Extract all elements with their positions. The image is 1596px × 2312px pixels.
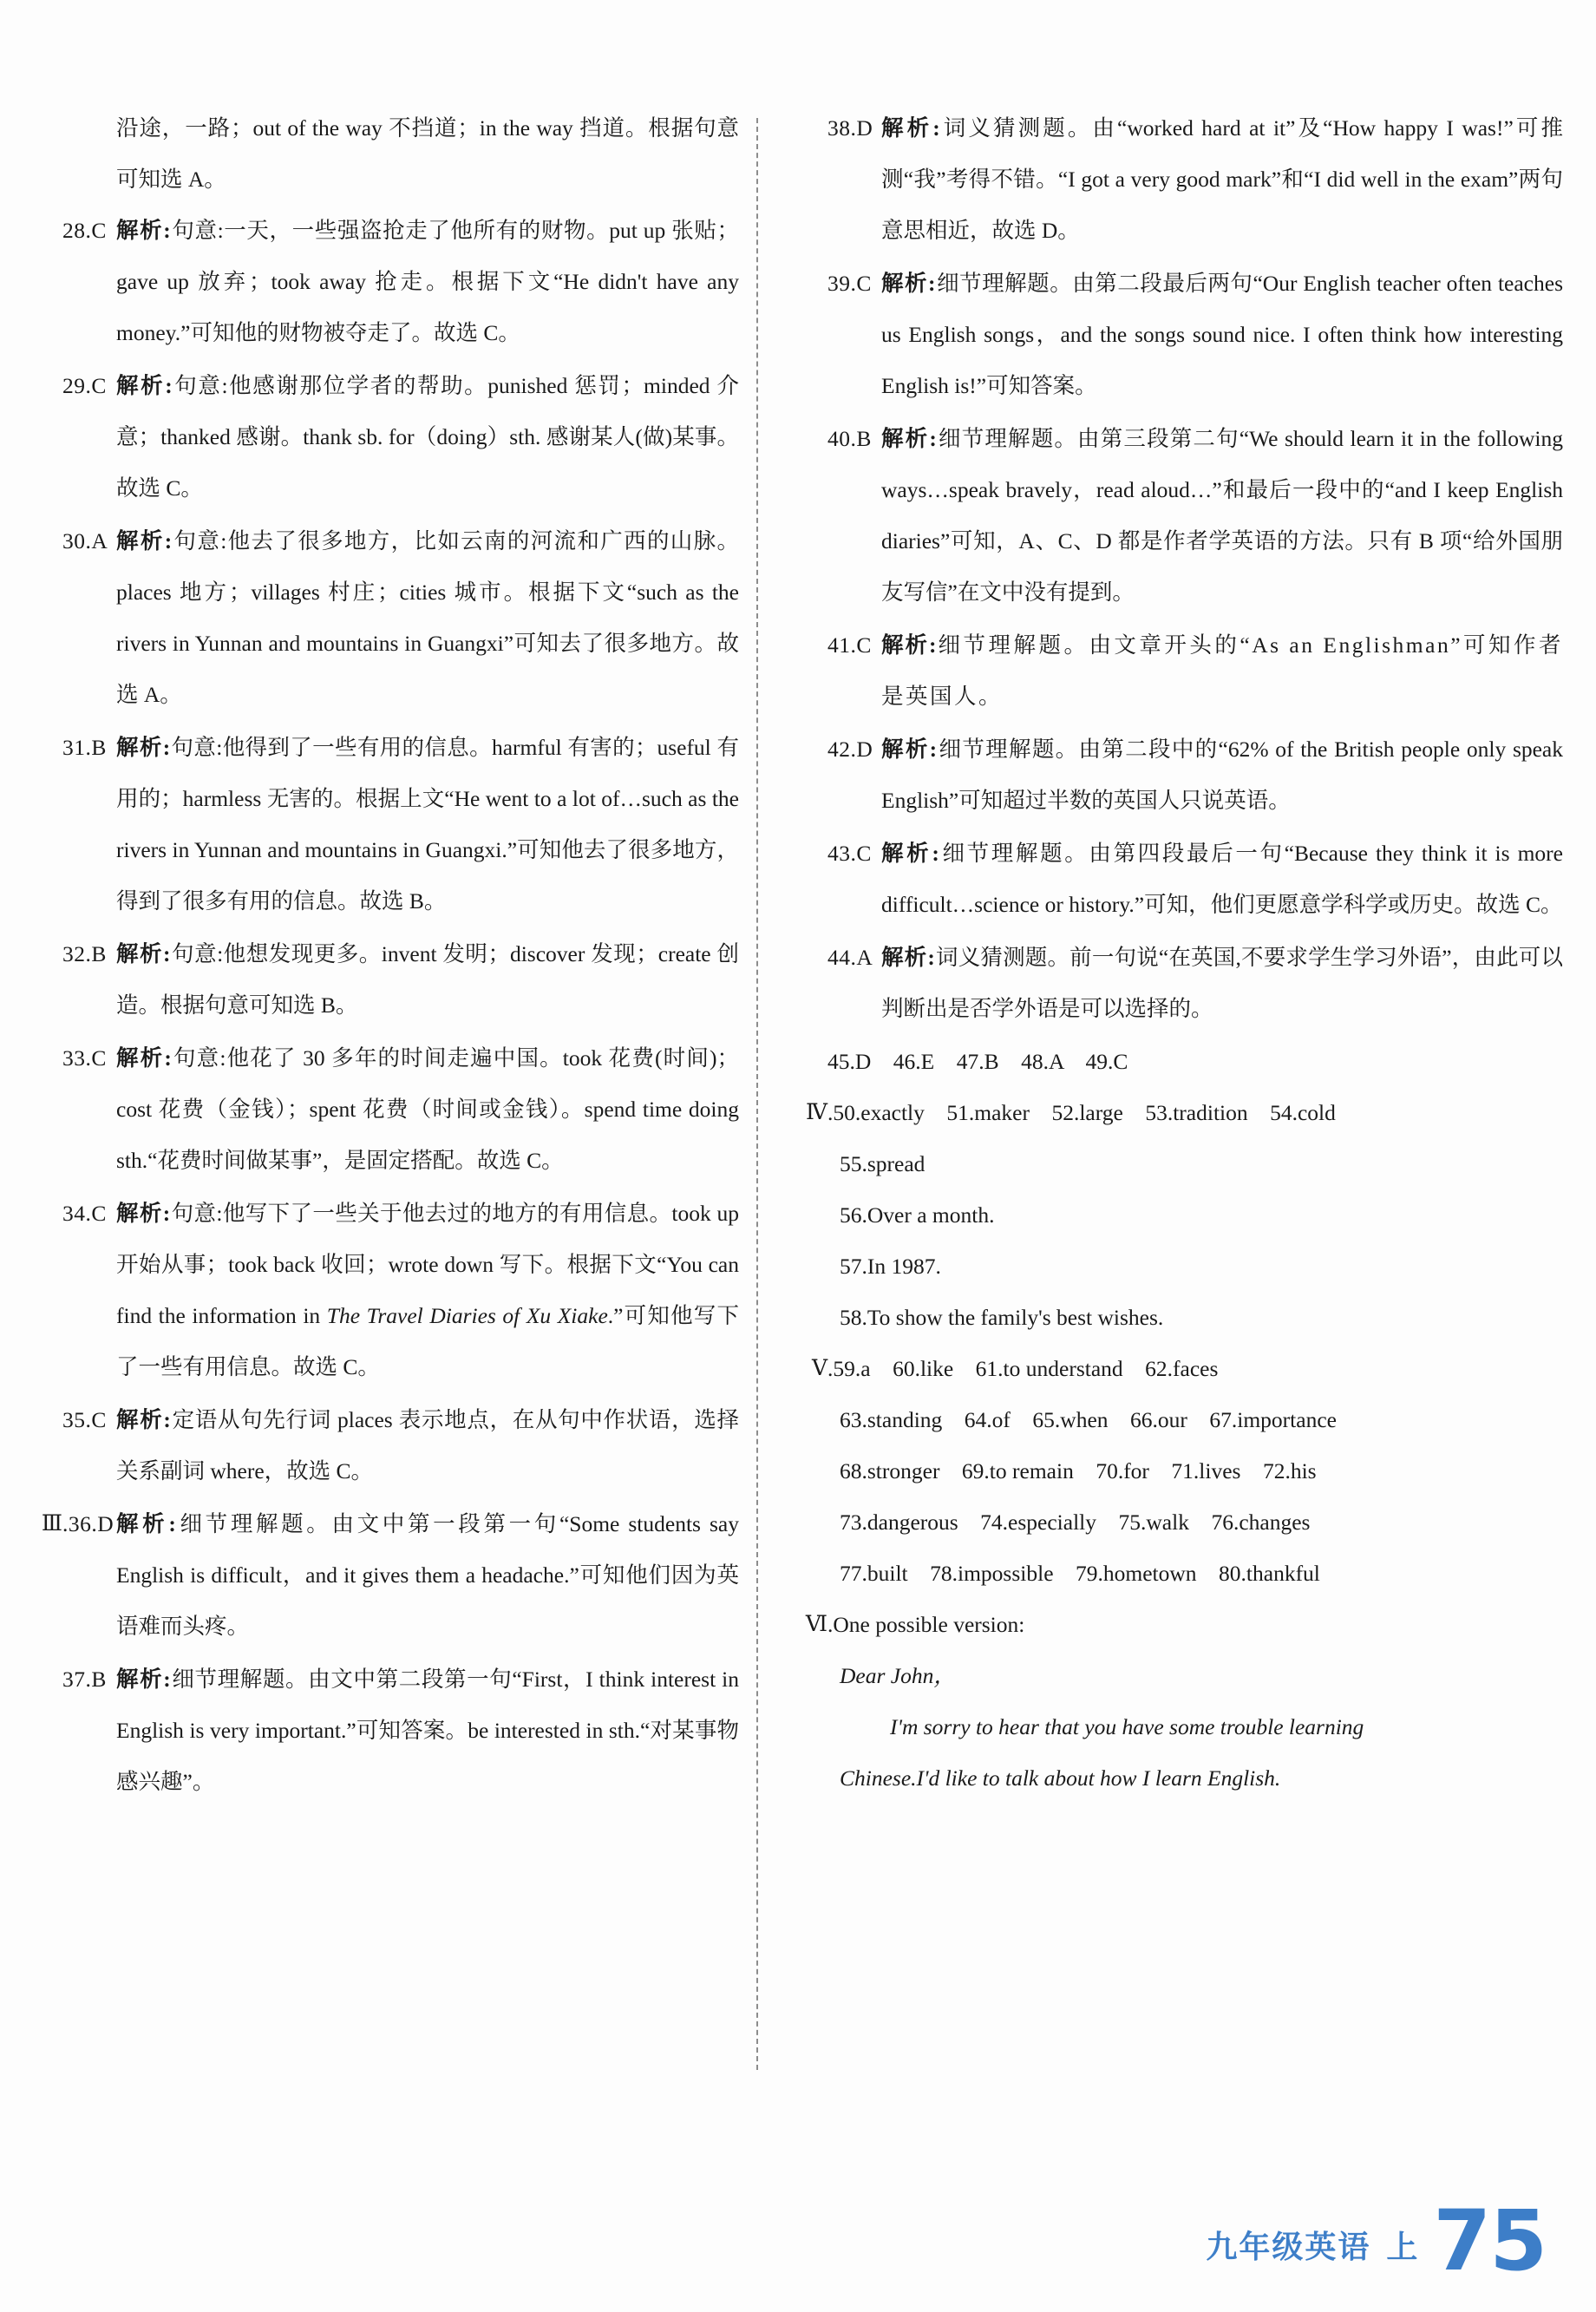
explanation-text: 词义猜测题。前一句说“在英国,不要求学生学习外语”，由此可以判断出是否学外语是可以选择的。 — [881, 945, 1563, 1021]
answer-row — [798, 1189, 1563, 1241]
explanation-label: 解析: — [881, 115, 941, 141]
explanation-text: 细节理解题。由第四段最后一句“Because they think it is more difficult…science or history.”可知，他们更愿意学科学或历史。故选 C。 — [881, 841, 1563, 917]
answer-items: 56.Over a month. — [840, 1202, 995, 1228]
explanation-text: 句意:他去了很多地方，比如云南的河流和广西的山脉。places 地方；villages 村庄；cities 城市。根据下文“such as the rivers in Yunnan and mountains in Guangxi”可知去了很多地方。故选 A。 — [116, 528, 739, 707]
answer-items: .59.a 60.like 61.to understand 62.faces — [827, 1356, 1219, 1381]
composition-line-row — [798, 1701, 1563, 1752]
explanation-text: 句意:他写下了一些关于他去过的地方的有用信息。took up 开始从事；took back 收回；wrote down 写下。根据下文“You can find the information in The Travel Diaries of Xu Xiake.”可知他写下了一些有用信息。故选 C。 — [116, 1201, 739, 1379]
explanation-label: 解析: — [116, 941, 172, 966]
explanation-label: 解析: — [116, 1511, 177, 1536]
explanation-body — [116, 1394, 739, 1497]
answer-entry — [33, 1032, 739, 1186]
answer-items: .One possible version: — [827, 1612, 1025, 1637]
explanation-label: 解析: — [116, 735, 172, 760]
answer-items: 68.stronger 69.to remain 70.for 71.lives 72.his — [840, 1458, 1317, 1483]
answer-entry — [33, 722, 739, 927]
answer-row — [798, 1599, 1563, 1650]
composition-salutation-row — [798, 1650, 1563, 1701]
section-roman: Ⅴ — [811, 1357, 827, 1380]
answer-items: .50.exactly 51.maker 52.large 53.tradition 54.cold — [827, 1100, 1336, 1125]
question-number: 40.B — [827, 426, 872, 451]
question-number: 35.C — [62, 1407, 107, 1432]
two-column-body — [0, 102, 1596, 2098]
explanation-text: 句意:他花了 30 多年的时间走遍中国。took 花费(时间)；cost 花费（金钱）；spent 花费（时间或金钱）。spend time doing sth.“花费时间做某事”，是固定搭配。故选 C。 — [116, 1045, 739, 1173]
answer-entry — [798, 258, 1563, 411]
explanation-text: 句意:一天，一些强盗抢走了他所有的财物。put up 张贴；gave up 放弃；took away 抢走。根据下文“He didn't have any money.”可知他的财物被夺走了。故选 C。 — [116, 218, 740, 345]
answer-row — [798, 1087, 1563, 1138]
explanation-text: 词义猜测题。由“worked hard at it”及“How happy I was!”可推测“我”考得不错。“I got a very good mark”和“I did well in the exam”两句意思相近，故选 D。 — [881, 115, 1563, 243]
question-number: 37.B — [62, 1667, 107, 1692]
answer-row — [798, 1343, 1563, 1394]
explanation-label: 解析: — [116, 1201, 172, 1226]
composition-line-row — [798, 1752, 1563, 1804]
answer-row — [798, 1394, 1563, 1445]
answer-entry — [33, 928, 739, 1031]
explanation-text: 句意:他得到了一些有用的信息。harmful 有害的；useful 有用的；harmless 无害的。根据上文“He went to a lot of…such as the rivers in Yunnan and mountains in Guangxi.”可知他去了很多地方，得到了很多有用的信息。故选 B。 — [116, 735, 739, 914]
explanation-text: 细节理解题。由文中第一段第一句“Some students say English is difficult，and it gives them a headache.”可知他们因为英语难而头疼。 — [116, 1511, 739, 1639]
continued-paragraph: 沿途，一路；out of the way 不挡道；in the way 挡道。根据句意可知选 A。 — [116, 115, 739, 192]
explanation-text: 句意:他想发现更多。invent 发明；discover 发现；create 创造。根据句意可知选 B。 — [116, 941, 739, 1018]
answer-entry — [33, 205, 739, 358]
answer-entry — [33, 1188, 739, 1392]
explanation-body — [116, 1654, 739, 1807]
explanation-body — [881, 724, 1563, 826]
answer-entry — [33, 1498, 739, 1652]
page-footer — [1206, 2191, 1546, 2289]
explanation-label: 解析: — [116, 1667, 172, 1692]
explanation-body — [116, 205, 739, 358]
right-column — [758, 102, 1596, 1804]
answer-entry — [33, 360, 739, 514]
explanation-text: 细节理解题。由文章开头的“As an Englishman”可知作者是英国人。 — [881, 632, 1563, 709]
explanation-body — [881, 102, 1563, 256]
footer-volume: 上 — [1386, 2230, 1418, 2265]
answer-items: 63.standing 64.of 65.when 66.our 67.importance — [840, 1407, 1337, 1432]
answer-entry — [798, 932, 1563, 1034]
question-number: 39.C — [827, 271, 872, 296]
explanation-body — [881, 932, 1563, 1034]
question-number: 43.C — [827, 841, 872, 866]
composition-body-line-1: I'm sorry to hear that you have some trouble learning — [890, 1714, 1364, 1739]
answer-row — [798, 1497, 1563, 1548]
answer-items: 57.In 1987. — [840, 1254, 941, 1279]
explanation-body — [881, 258, 1563, 411]
section-roman: Ⅵ — [805, 1613, 827, 1636]
explanation-text: 句意:他感谢那位学者的帮助。punished 惩罚；minded 介意；thanked 感谢。thank sb. for（doing）sth. 感谢某人(做)某事。故选 C。 — [116, 373, 739, 501]
explanation-body — [881, 828, 1563, 930]
page-number: 75 — [1433, 2191, 1546, 2289]
answer-items: 55.spread — [840, 1151, 926, 1176]
answer-row — [798, 1036, 1563, 1087]
explanation-body — [881, 413, 1563, 618]
footer-book-title: 九年级英语 — [1206, 2230, 1371, 2265]
explanation-body — [116, 1032, 739, 1186]
answer-items: 73.dangerous 74.especially 75.walk 76.changes — [840, 1510, 1311, 1535]
explanation-text: 定语从句先行词 places 表示地点，在从句中作状语，选择关系副词 where，故选 C。 — [116, 1407, 739, 1483]
explanation-text: 细节理解题。由第二段最后两句“Our English teacher often teaches us English songs，and the songs sound nice. I often think how interesting English is!”可知答案。 — [881, 271, 1563, 398]
question-number: 33.C — [62, 1045, 107, 1071]
composition-body-line-2: Chinese.I'd like to talk about how I learn English. — [840, 1765, 1281, 1791]
answer-items: 58.To show the family's best wishes. — [840, 1305, 1164, 1330]
explanation-body — [116, 928, 739, 1031]
answer-items: 77.built 78.impossible 79.hometown 80.thankful — [840, 1561, 1320, 1586]
question-number: .36.D — [62, 1511, 114, 1536]
explanation-text: 细节理解题。由第三段第二句“We should learn it in the following ways…speak bravely，read aloud…”和最后一段中的“and I keep English diaries”可知，A、C、D 都是作者学英语的方法。只有 B 项“给外国朋友写信”在文中没有提到。 — [881, 426, 1563, 605]
answer-entry — [798, 619, 1563, 722]
explanation-label: 解析: — [116, 1045, 173, 1071]
answer-entry — [798, 724, 1563, 826]
question-number: 30.A — [62, 528, 108, 553]
question-number: 41.C — [827, 632, 872, 658]
section-roman: Ⅳ — [806, 1101, 827, 1124]
question-number: 44.A — [827, 945, 873, 970]
explanation-label: 解析: — [881, 841, 940, 866]
question-number: 31.B — [62, 735, 107, 760]
explanation-label: 解析: — [116, 1407, 172, 1432]
section-roman: Ⅲ — [41, 1512, 62, 1536]
explanation-label: 解析: — [881, 271, 937, 296]
answer-entry — [798, 413, 1563, 618]
answer-entry — [33, 1394, 739, 1497]
book-title: The Travel Diaries of Xu Xiake — [326, 1303, 608, 1328]
question-number: 38.D — [827, 115, 873, 141]
explanation-body — [116, 1188, 739, 1392]
left-column — [0, 102, 756, 1809]
answer-entry — [798, 102, 1563, 256]
answer-entry — [798, 828, 1563, 930]
answer-row — [798, 1241, 1563, 1292]
explanation-label: 解析: — [881, 632, 938, 658]
explanation-label: 解析: — [116, 528, 173, 553]
question-number: 34.C — [62, 1201, 107, 1226]
explanation-label: 解析: — [116, 218, 172, 243]
explanation-text: 细节理解题。由第二段中的“62% of the British people only speak English”可知超过半数的英国人只说英语。 — [881, 737, 1564, 813]
question-number: 28.C — [62, 218, 107, 243]
question-number: 42.D — [827, 737, 873, 762]
explanation-label: 解析: — [881, 945, 936, 970]
explanation-text: 细节理解题。由文中第二段第一句“First，I think interest in English is very important.”可知答案。be interested in sth.“对某事物感兴趣”。 — [116, 1667, 740, 1794]
answer-row — [798, 1292, 1563, 1343]
explanation-label: 解析: — [881, 737, 939, 762]
explanation-body — [881, 619, 1563, 722]
answer-row — [798, 1548, 1563, 1599]
answer-row — [798, 1138, 1563, 1189]
answer-entry — [33, 515, 739, 720]
explanation-body — [116, 515, 739, 720]
composition-salutation: Dear John， — [840, 1663, 956, 1688]
explanation-body — [116, 722, 739, 927]
question-number: 32.B — [62, 941, 107, 966]
explanation-body — [116, 1498, 739, 1652]
explanation-label: 解析: — [116, 373, 173, 398]
explanation-label: 解析: — [881, 426, 938, 451]
answer-items: 45.D 46.E 47.B 48.A 49.C — [827, 1049, 1128, 1074]
answer-entry — [33, 1654, 739, 1807]
explanation-body — [116, 360, 739, 514]
answer-row — [798, 1445, 1563, 1497]
question-number: 29.C — [62, 373, 107, 398]
